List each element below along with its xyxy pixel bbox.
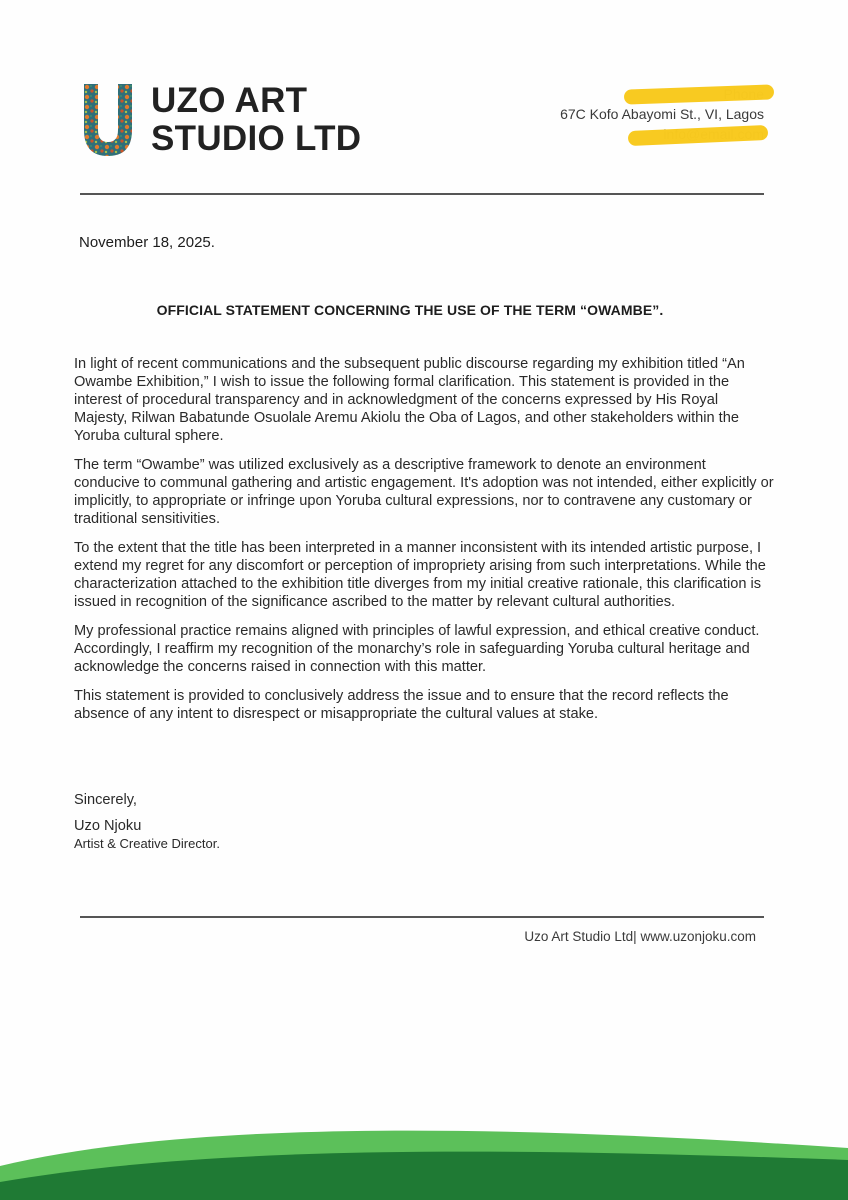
- signer-name: Uzo Njoku: [74, 818, 142, 834]
- paragraph-3: To the extent that the title has been interpreted in a manner inconsistent with its intended artistic purpose, I extend my regret for any discomfort or perception of impropriety arising from such interpretations. While the characterization attached to the exhibition title diverges from my initial creative rationale, this clarification is issued in recognition of the significance ascribed to the matter by relevant cultural authorities.: [74, 540, 766, 610]
- letter-closing: [74, 790, 220, 853]
- letter-date: November 18, 2025.: [79, 234, 215, 251]
- contact-block: [524, 84, 764, 144]
- company-name: [151, 82, 361, 158]
- salutation: Sincerely,: [74, 792, 137, 808]
- statement-heading: OFFICIAL STATEMENT CONCERNING THE USE OF THE TERM “OWAMBE”.: [156, 302, 664, 318]
- header-divider: [80, 193, 764, 195]
- paragraph-4: My professional practice remains aligned with principles of lawful expression, and ethical creative conduct. Accordingly, I reaffirm my recognition of the monarchy’s role in safeguarding Yoruba cultural heritage and acknowledge the concerns raised in connection with this matter.: [74, 623, 760, 675]
- studio-logo-icon: [84, 84, 132, 156]
- footer-text: Uzo Art Studio Ltd| www.uzonjoku.com: [524, 929, 756, 944]
- company-name-line2: STUDIO LTD: [151, 119, 362, 158]
- contact-phone-redacted: [524, 84, 764, 104]
- contact-address: 67C Kofo Abayomi St., VI, Lagos: [560, 106, 764, 122]
- paragraph-5: This statement is provided to conclusively address the issue and to ensure that the record reflects the absence of any intent to disrespect or misappropriate the cultural values at stake.: [74, 688, 729, 722]
- paragraph-2: The term “Owambe” was utilized exclusively as a descriptive framework to denote an environment conducive to communal gathering and artistic engagement. It's adoption was not intended, either explicitly or implicitly, to appropriate or infringe upon Yoruba cultural expressions, nor to contravene any customary or traditional sensitivities.: [74, 457, 774, 527]
- contact-email-redacted: [524, 124, 764, 144]
- paragraph-1: In light of recent communications and the subsequent public discourse regarding my exhibition titled “An Owambe Exhibition,” I wish to issue the following formal clarification. This statement is provided in the interest of procedural transparency and in acknowledgment of the concerns expressed by His Royal Majesty, Rilwan Babatunde Osuolale Aremu Akiolu the Oba of Lagos, and other stakeholders within the Yoruba cultural sphere.: [74, 356, 745, 444]
- letter-body: [74, 355, 774, 734]
- redaction-mark: [628, 125, 769, 146]
- company-name-line1: UZO ART: [151, 81, 308, 120]
- signer-title: Artist & Creative Director.: [74, 836, 220, 851]
- footer-wave-decoration: [0, 1118, 848, 1200]
- footer-divider: [80, 916, 764, 918]
